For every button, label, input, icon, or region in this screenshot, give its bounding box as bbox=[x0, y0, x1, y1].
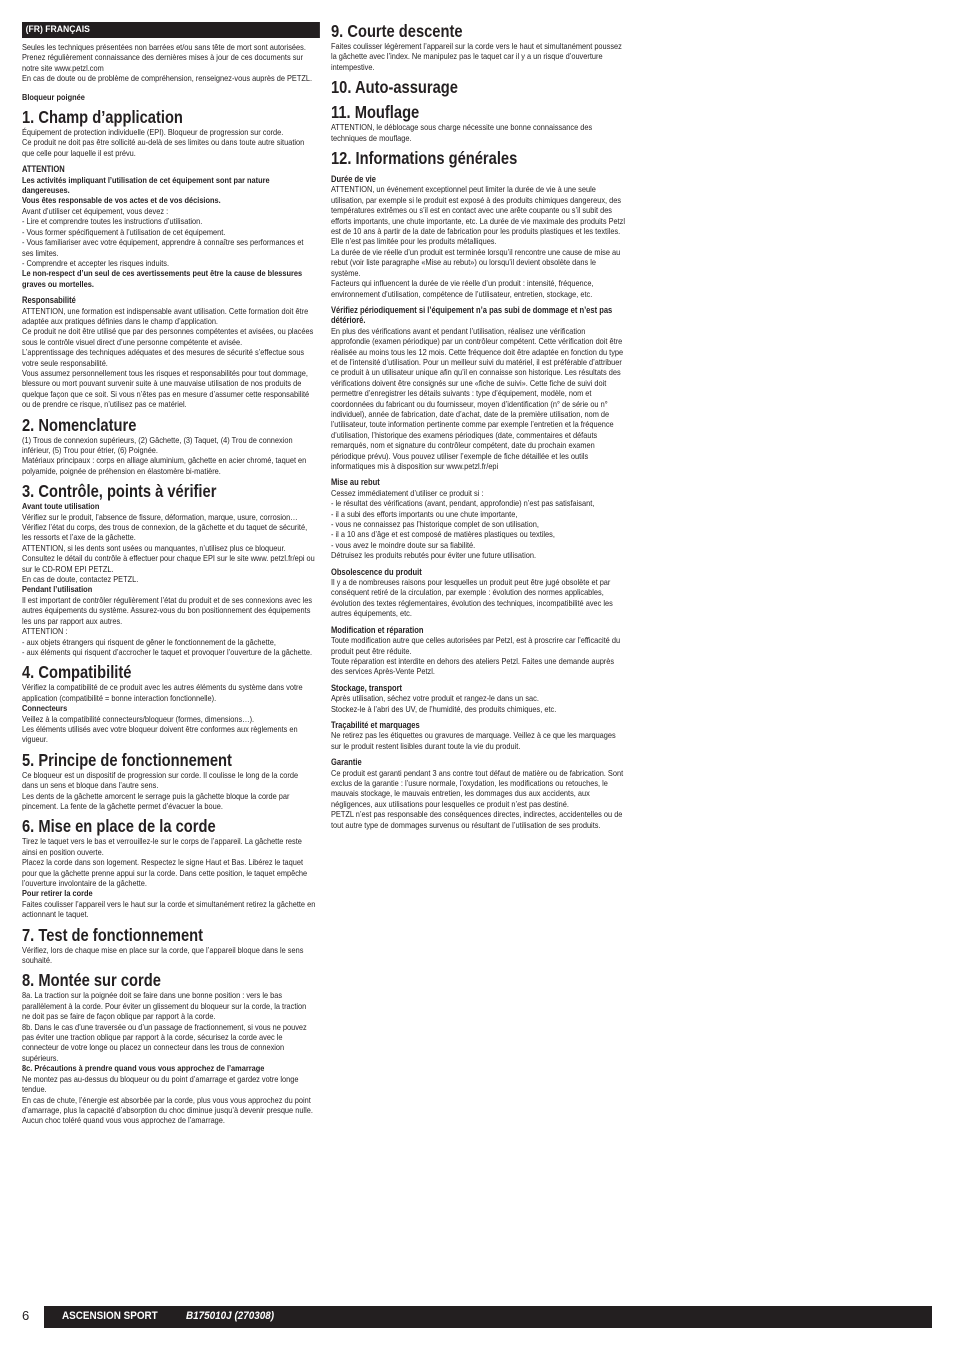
paragraph: Faites coulisser l’appareil vers le haut sur la corde et simultanément retirez la gâchette en actionnant le taquet. bbox=[22, 898, 316, 920]
list-item: - aux objets étrangers qui risquent de gêner le fonctionnement de la gâchette, bbox=[22, 636, 276, 647]
paragraph: Vérifiez, lors de chaque mise en place sur la corde, que l’appareil bloque dans le sens souhaité. bbox=[22, 944, 304, 966]
paragraph: Toute réparation est interdite en dehors des ateliers Petzl. Faites une demande auprès des services Après-Vente Petzl. bbox=[331, 655, 615, 677]
section-heading: 2. Nomenclature bbox=[22, 414, 137, 435]
paragraph: Facteurs qui influencent la durée de vie réelle d’un produit : intensité, fréquence, environnement d’utilisation, compétence de l’utilisateur, entretien, stockage, etc. bbox=[331, 278, 594, 299]
paragraph: PETZL n’est pas responsable des conséquences directes, indirectes, accidentelles ou de tout autre type de dommages survenus ou résultant de l’utilisation de ses produits. bbox=[331, 809, 623, 830]
subheading: Avant toute utilisation bbox=[22, 501, 100, 512]
paragraph: Consultez le détail du contrôle à effectuer pour chaque EPI sur le site www. petzl.fr/epi ou sur le CD-ROM EPI PETZL. bbox=[22, 553, 315, 574]
list-item: - vous avez le moindre doute sur sa fiabilité. bbox=[331, 539, 476, 550]
section-heading: 9. Courte descente bbox=[331, 21, 463, 41]
warning-text: Vous êtes responsable de vos actes et de vos décisions. bbox=[22, 195, 221, 206]
section-heading: 1. Champ d’application bbox=[22, 107, 183, 128]
list-item: - Vous former spécifiquement à l’utilisation de cet équipement. bbox=[22, 226, 226, 237]
paragraph: Ne montez pas au-dessus du bloqueur ou du point d’amarrage et gardez votre longe tendue. bbox=[22, 1073, 299, 1095]
paragraph: L’apprentissage des techniques adéquates et des mesures de sécurité s’effectue sous votre seule responsabilité. bbox=[22, 347, 305, 368]
section-heading: 4. Compatibilité bbox=[22, 662, 132, 683]
section-heading: 8. Montée sur corde bbox=[22, 970, 161, 991]
paragraph: Vérifiez l’état du corps, des trous de connexion, de la gâchette et du taquet de sécurité, les ressorts et l’axe de la gâchette. bbox=[22, 522, 308, 543]
subheading: Traçabilité et marquages bbox=[331, 719, 420, 730]
paragraph: 8a. La traction sur la poignée doit se faire dans une bonne position : vers le bas parallèlement à la corde. Pour éviter un glissement du bloqueur sur la corde, la traction ne doit pas se faire de façon oblique par rapport à la corde. bbox=[22, 990, 307, 1022]
paragraph: Veillez à la compatibilité connecteurs/bloqueur (formes, dimensions…). bbox=[22, 713, 255, 724]
paragraph: Ne retirez pas les étiquettes ou gravures de marquage. Veillez à ce que les marquages sur le produit restent lisibles durant toute la vie du produit. bbox=[331, 730, 616, 751]
right-column bbox=[331, 22, 625, 830]
paragraph: Matériaux principaux : corps en alliage aluminium, gâchette en acier chromé, taquet en polyamide, poignée de préhension en élastomère bi-matière. bbox=[22, 455, 307, 476]
paragraph: Placez la corde dans son logement. Respectez le signe Haut et Bas. Libérez le taquet pour que la gâchette prenne appui sur la corde. Dans cette position, le taquet empêche l’ouverture involontaire de la gâchette. bbox=[22, 857, 308, 888]
list-item: - le résultat des vérifications (avant, pendant, approfondie) n’est pas satisfaisant, bbox=[331, 498, 595, 509]
paragraph: Équipement de protection individuelle (EPI). Bloqueur de progression sur corde. bbox=[22, 127, 284, 138]
paragraph: Ce produit est garanti pendant 3 ans contre tout défaut de matière ou de fabrication. Sont exclus de la garantie : l’usure normale, l’oxydation, les modifications ou retouches, le mauvais stockage, le mauvais entretien, les dommages dus aux accidents, aux négligences, aux utilisations pour lesquelles ce produit n’est pas destiné. bbox=[331, 767, 624, 809]
paragraph: 8b. Dans le cas d’une traversée ou d’un passage de fractionnement, si vous ne pouvez pas éviter une traction oblique par rapport à la corde, sécurisez la corde avec le connecteur de votre longe ou placez un connecteur dans les trous de connexion supérieurs. bbox=[22, 1021, 307, 1063]
paragraph: Vous assumez personnellement tous les risques et responsabilités pour tout dommage, blessure ou mort pouvant survenir suite à une mauvaise utilisation de nos produits de quelque façon que ce soit. Si vous n’êtes pas en mesure d’assumer cette responsabilité ou de prendre ce risque, n’utilisez pas ce matériel. bbox=[22, 367, 310, 410]
list-item: - Lire et comprendre toutes les instructions d’utilisation. bbox=[22, 216, 203, 227]
list-item: - il a 10 ans d’âge et est composé de matières plastiques ou textiles, bbox=[331, 529, 555, 540]
section-heading: 11. Mouflage bbox=[331, 102, 420, 123]
paragraph: Aucun choc toléré quand vous vous approchez de l’amarrage. bbox=[22, 1115, 225, 1126]
footer-product-name: ASCENSION SPORT bbox=[62, 1310, 158, 1322]
warning-text: Les activités impliquant l’utilisation de cet équipement sont par nature dangereuses. bbox=[22, 174, 270, 196]
paragraph: Il est important de contrôler régulièrement l’état du produit et de ses connexions avec les autres équipements du système. Assurez-vous du bon positionnement des équipements les uns par rapport aux autres. bbox=[22, 594, 313, 626]
section-heading: 5. Principe de fonctionnement bbox=[22, 749, 232, 770]
paragraph: Ce produit ne doit pas être sollicité au-delà de ses limites ou dans toute autre situation que celle pour laquelle il est prévu. bbox=[22, 137, 305, 158]
subheading: Obsolescence du produit bbox=[331, 566, 422, 577]
paragraph: Toute modification autre que celles autorisées par Petzl, est à proscrire car l’efficacité du produit peut être réduite. bbox=[331, 635, 621, 656]
paragraph: Avant d’utiliser cet équipement, vous devez : bbox=[22, 205, 169, 216]
footer-reference: B175010J (270308) bbox=[186, 1310, 275, 1322]
paragraph: Il y a de nombreuses raisons pour lesquelles un produit peut être jugé obsolète et par conséquent retiré de la circulation, par exemple : évolution des normes applicables, évolution des textes réglementaires, évolution des techniques, incompatibilité avec les autres équipements, etc. bbox=[331, 577, 613, 619]
product-name: Bloqueur poignée bbox=[22, 91, 85, 102]
language-header: (FR) FRANÇAIS bbox=[22, 22, 320, 38]
paragraph: ATTENTION : bbox=[22, 626, 68, 637]
paragraph: Détruisez les produits rebutés pour éviter une future utilisation. bbox=[331, 550, 537, 561]
section-heading: 6. Mise en place de la corde bbox=[22, 816, 216, 837]
paragraph: (1) Trous de connexion supérieurs, (2) Gâchette, (3) Taquet, (4) Trou de connexion inférieur, (5) Trou pour étrier, (6) Poignée. bbox=[22, 434, 293, 455]
paragraph: Les éléments utilisés avec votre bloqueur doivent être conformes aux règlements en vigueur. bbox=[22, 723, 298, 745]
subheading: Connecteurs bbox=[22, 703, 68, 714]
subheading: Mise au rebut bbox=[331, 477, 380, 488]
paragraph: Vérifiez la compatibilité de ce produit avec les autres éléments du système dans votre application (compatibilité = bonne interaction fonctionnelle). bbox=[22, 682, 303, 703]
paragraph: Tirez le taquet vers le bas et verrouillez-le sur le corps de l’appareil. La gâchette reste ainsi en position ouverte. bbox=[22, 836, 302, 857]
paragraph: Les dents de la gâchette amorcent le serrage puis la gâchette bloque la corde par pincement. La fente de la gâchette permet d’évacuer la boue. bbox=[22, 790, 290, 811]
section-heading: 7. Test de fonctionnement bbox=[22, 924, 204, 945]
attention-label: ATTENTION bbox=[22, 164, 65, 175]
subheading: Garantie bbox=[331, 757, 362, 768]
paragraph: En plus des vérifications avant et pendant l’utilisation, réalisez une vérification approfondie (examen périodique) par un contrôleur compétent. Cette vérification doit être réalisée au moins tous les 12 mois. Cette fréquence doit être adaptée en fonction du type et de l’intensité d’utilisation. Pour un meilleur suivi du matériel, il est préférable d’attribuer ce produit à un utilisateur unique afin qu’il en connaisse son historique. Les résultats des vérifications doivent être consignés sur une «fiche de suivi». Cette fiche de suivi doit permettre d’enregistrer les détails suivants : type d’équipement, modèle, nom et coordonnées du fabricant ou du fournisseur, moyen d’identification (n° de série ou n° individuel), année de fabrication, date d’achat, date de la première utilisation, nom de l’utilisateur, toute information pertinente comme par exemple l’entretien et la fréquence d’utilisation, l’historique des examens périodiques (date, commentaires et défauts remarqués, nom et signature du contrôleur compétent, date du prochain examen périodique prévu). Vous pouvez utiliser l’exemple de fiche détaillée et les outils informatiques mis à disposition sur www.petzl.fr/epi bbox=[331, 325, 624, 471]
list-item: - Comprendre et accepter les risques induits. bbox=[22, 257, 170, 268]
section-heading: 3. Contrôle, points à vérifier bbox=[22, 481, 217, 502]
list-item: - aux éléments qui risquent d’accrocher le taquet et provoquer l’ouverture de la gâchette. bbox=[22, 646, 313, 657]
section-heading: 12. Informations générales bbox=[331, 148, 518, 169]
paragraph: ATTENTION, le déblocage sous charge nécessite une bonne connaissance des techniques de mouflage. bbox=[331, 122, 593, 143]
subheading: 8c. Précautions à prendre quand vous vous approchez de l’amarrage bbox=[22, 1063, 265, 1074]
paragraph: ATTENTION, un événement exceptionnel peut limiter la durée de vie à une seule utilisation, par exemple si le produit est exposé à des produits chimiques dangereux, des températures extrêmes ou s’il est en contact avec une arête coupante ou s’il subit des efforts importants, une chute importante, etc. La durée de vie maximale des produits Petzl est de 10 ans à partir de la date de fabrication pour les produits plastiques et les textiles. Elle n’est pas limitée pour les produits métalliques. bbox=[331, 184, 626, 247]
paragraph: Ce produit ne doit être utilisé que par des personnes compétentes et avisées, ou placées sous le contrôle visuel direct d’une personne compétente et avisée. bbox=[22, 326, 314, 347]
footer-bar bbox=[44, 1306, 932, 1328]
subheading: Pendant l’utilisation bbox=[22, 584, 93, 595]
paragraph: Stockez-le à l’abri des UV, de l’humidité, des produits chimiques, etc. bbox=[331, 703, 557, 714]
paragraph: En cas de chute, l’énergie est absorbée par la corde, plus vous vous approchez du point d’amarrage, plus la capacité d’absorption du choc diminue jusqu’à devenir presque nulle. bbox=[22, 1094, 313, 1115]
paragraph: Ce bloqueur est un dispositif de progression sur corde. Il coulisse le long de la corde dans un sens et bloque dans l’autre sens. bbox=[22, 769, 299, 791]
section-heading: 10. Auto-assurage bbox=[331, 77, 458, 98]
paragraph: La durée de vie réelle d’un produit est terminée lorsqu’il rencontre une cause de mise au rebut (voir liste paragraphe «Mise au rebut») ou lorsqu’il devient obsolète dans le système. bbox=[331, 246, 621, 278]
intro-paragraph: En cas de doute ou de problème de compréhension, renseignez-vous auprès de PETZL. bbox=[22, 73, 313, 84]
intro-paragraph: Seules les techniques présentées non barrées et/ou sans tête de mort sont autorisées. Prenez régulièrement connaissance des dernières mises à jour de ces documents sur notre site www.petzl.com bbox=[22, 42, 306, 73]
paragraph: Faites coulisser légèrement l’appareil sur la corde vers le haut et simultanément poussez la gâchette avec l’index. Ne manipulez pas le taquet car il y a un risque d’ouverture intempestive. bbox=[331, 41, 622, 72]
subheading: Responsabilité bbox=[22, 295, 76, 306]
paragraph: ATTENTION, si les dents sont usées ou manquantes, n’utilisez plus ce bloqueur. bbox=[22, 542, 286, 553]
paragraph: En cas de doute, contactez PETZL. bbox=[22, 574, 139, 585]
subheading: Stockage, transport bbox=[331, 682, 403, 693]
paragraph: Vérifiez sur le produit, l’absence de fissure, déformation, marque, usure, corrosion… bbox=[22, 511, 298, 522]
list-item: - Vous familiariser avec votre équipement, apprendre à connaître ses performances et ses limites. bbox=[22, 237, 304, 258]
paragraph: Après utilisation, séchez votre produit et rangez-le dans un sac. bbox=[331, 693, 539, 704]
paragraph: ATTENTION, une formation est indispensable avant utilisation. Cette formation doit être adaptée aux pratiques définies dans le champ d’application. bbox=[22, 305, 309, 326]
page-number: 6 bbox=[22, 1308, 30, 1323]
subheading: Pour retirer la corde bbox=[22, 888, 93, 899]
list-item: - vous ne connaissez pas l’historique complet de son utilisation, bbox=[331, 519, 539, 530]
list-item: - il a subi des efforts importants ou une chute importante, bbox=[331, 508, 518, 519]
subheading: Modification et réparation bbox=[331, 624, 424, 635]
warning-text: Le non-respect d’un seul de ces avertissements peut être la cause de blessures graves ou mortelles. bbox=[22, 268, 303, 289]
paragraph: Cessez immédiatement d’utiliser ce produit si : bbox=[331, 487, 484, 498]
subheading: Durée de vie bbox=[331, 174, 377, 185]
left-column bbox=[22, 22, 316, 1126]
subheading: Vérifiez périodiquement si l’équipement n’a pas subi de dommage et n’est pas détérioré. bbox=[331, 304, 613, 326]
